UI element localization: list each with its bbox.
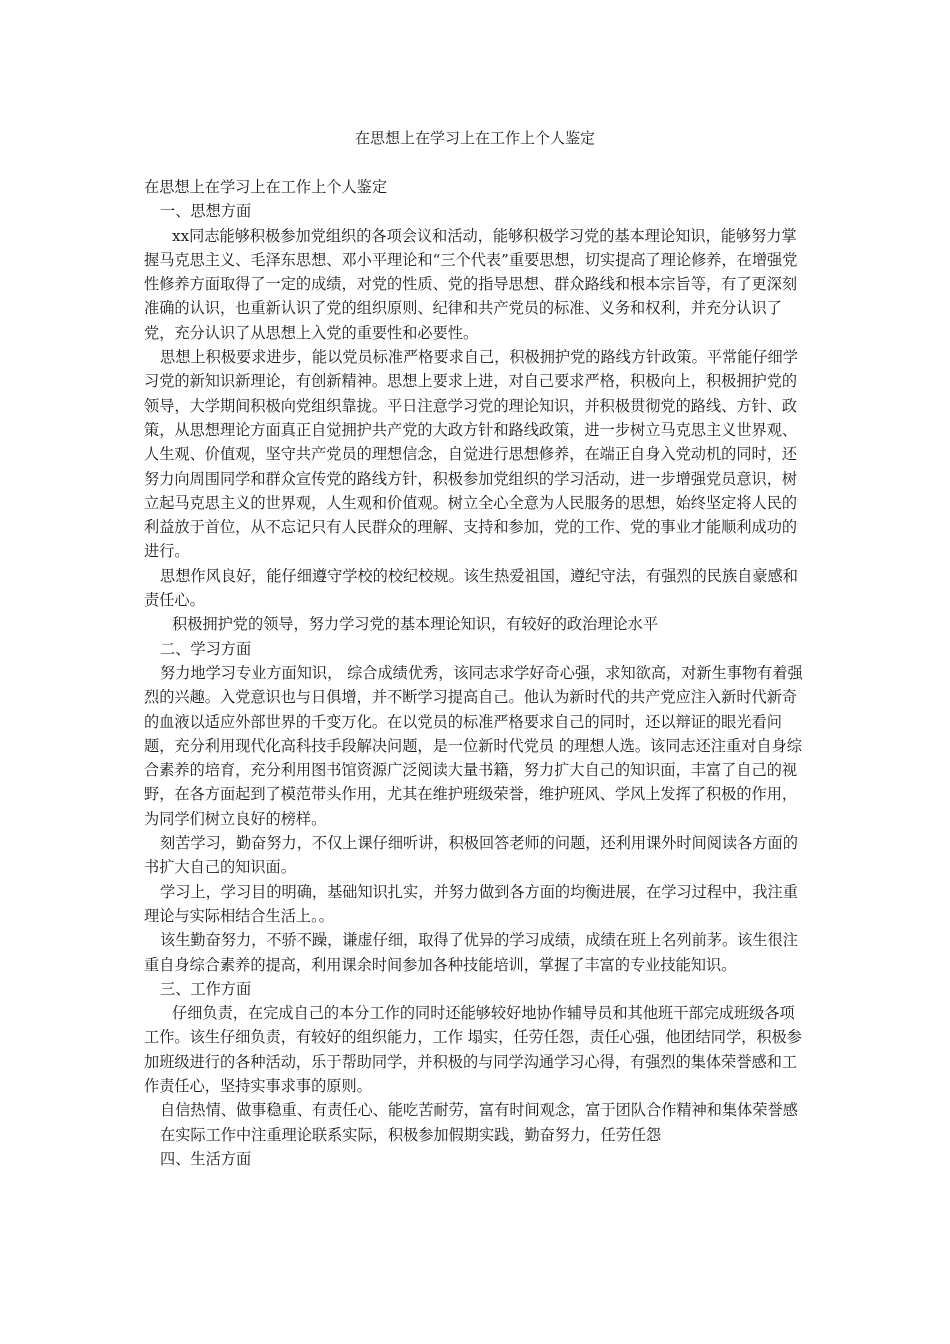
paragraph: 自信热情、做事稳重、有责任心、能吃苦耐劳，富有时间观念，富于团队合作精神和集体荣誉感	[160, 1101, 798, 1120]
paragraph: 积极拥护党的领导，努力学习党的基本理论知识，有较好的政治理论水平	[172, 615, 658, 634]
paragraph: 学习上，学习目的明确，基础知识扎实，并努力做到各方面的均衡进展，在学习过程中，我注重理论与实际相结合生活上。。	[144, 882, 798, 925]
paragraph: 仔细负责，在完成自己的本分工作的同时还能够较好地协作辅导员和其他班干部完成班级各项工作。该生仔细负责，有较好的组织能力，工作 塌实，任劳任怨，责任心强，他团结同学，积极参加班级进行的各种活动，乐于帮助同学，并积极的与同学沟通学习心得，有强烈的集体荣誉感和工作责任心，坚持实事求事的原则。	[144, 1004, 802, 1095]
paragraph: 思想作风良好，能仔细遵守学校的校纪校规。该生热爱祖国，遵纪守法，有强烈的民族自豪感和责任心。	[144, 566, 798, 610]
paragraph: 刻苦学习，勤奋努力，不仅上课仔细听讲，积极回答老师的问题，还利用课外时间阅读各方面的书扩大自己的知识面。	[144, 834, 798, 877]
paragraph: 在实际工作中注重理论联系实际，积极参加假期实践，勤奋努力，任劳任怨	[160, 1125, 662, 1144]
paragraph: 思想上积极要求进步，能以党员标准严格要求自己，积极拥护党的路线方针政策。平常能仔细学习党的新知识新理论，有创新精神。思想上要求上进，对自己要求严格，积极向上，积极拥护党的领导，大学期间积极向党组织靠拢。平日注意学习党的理论知识，并积极贯彻党的路线、方针、政策，从思想理论方面真正自觉拥护共产党的大政方针和路线政策，进一步树立马克思主义世界观、人生观、价值观，坚守共产党员的理想信念，自觉进行思想修养，在端正自身入党动机的同时，还努力向周围同学和群众宣传党的路线方针，积极参加党组织的学习活动，进一步增强党员意识，树立起马克思主义的世界观，人生观和价值观。树立全心全意为人民服务的思想，始终坚定将人民的利益放于首位，从不忘记只有人民群众的理解、支持和参加，党的工作、党的事业才能顺利成功的进行。	[144, 348, 798, 561]
paragraph: 努力地学习专业方面知识， 综合成绩优秀，该同志求学好奇心强，求知欲高，对新生事物有着强烈的兴趣。入党意识也与日俱增，并不断学习提高自己。他认为新时代的共产党应注入新时代新奇的血液以适应外部世界的千变万化。在以党员的标准严格要求自己的同时，还以辩证的眼光看问题，充分利用现代化高科技手段解决问题，是一位新时代党员 的理想人选。该同志还注重对自身综合素养的培育，充分利用图书馆资源广泛阅读大量书籍，努力扩大自己的知识面，丰富了自己的视野，在各方面起到了模范带头作用，尤其在维护班级荣誉，维护班风、学风上发挥了积极的作用，为同学们树立良好的榜样。	[144, 663, 803, 828]
section-heading-life: 四、生活方面	[160, 1149, 252, 1168]
section-heading-thought: 一、思想方面	[160, 202, 252, 221]
section-heading-study: 二、学习方面	[160, 639, 252, 658]
section-heading-work: 三、工作方面	[160, 979, 252, 998]
document-subtitle: 在思想上在学习上在工作上个人鉴定	[144, 178, 387, 196]
paragraph: xx同志能够积极参加党组织的各项会议和活动，能够积极学习党的基本理论知识，能够努力掌握马克思主义、毛泽东思想、邓小平理论和“三个代表”重要思想，切实提高了理论修养，在增强党性修养方面取得了一定的成绩，对党的性质、党的指导思想、群众路线和根本宗旨等，有了更深刻准确的认识，也重新认识了党的组织原则、纪律和共产党员的标准、义务和权利，并充分认识了党，充分认识了从思想上入党的重要性和必要性。	[144, 226, 798, 342]
document-body	[144, 175, 806, 1171]
document-title: 在思想上在学习上在工作上个人鉴定	[354, 129, 595, 147]
paragraph: 该生勤奋努力，不骄不躁，谦虚仔细，取得了优异的学习成绩，成绩在班上名列前茅。该生很注重自身综合素养的提高，利用课余时间参加各种技能培训，掌握了丰富的专业技能知识。	[144, 931, 798, 974]
